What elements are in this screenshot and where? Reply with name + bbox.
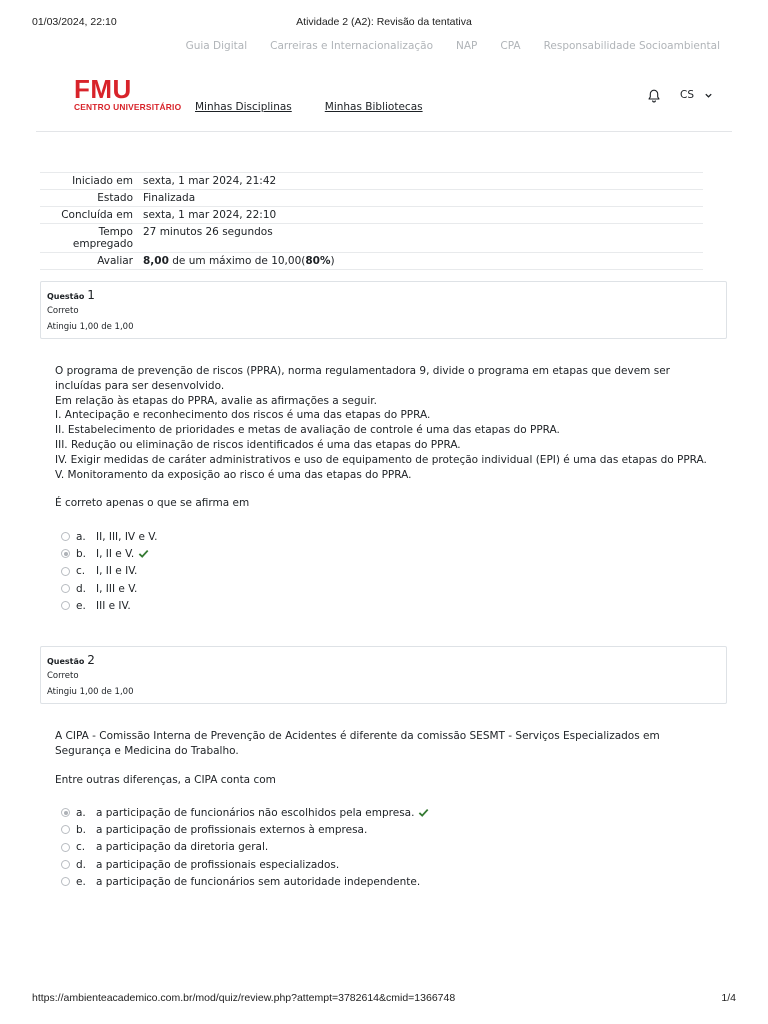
- question-statement: II. Estabelecimento de prioridades e metas de avaliação de controle é uma das etapas do PPRA.: [55, 424, 560, 437]
- question-statement: III. Redução ou eliminação de riscos identificados é uma das etapas do PPRA.: [55, 438, 461, 451]
- attempt-summary-table: [40, 172, 703, 270]
- answer-option[interactable]: [61, 545, 157, 562]
- option-text: I, III e V.: [96, 582, 138, 595]
- option-text: a participação de funcionários não escolhidos pela empresa.: [96, 806, 415, 819]
- question-grade: Atingiu 1,00 de 1,00: [47, 322, 134, 332]
- header-divider: [36, 131, 732, 132]
- answer-option[interactable]: [61, 563, 157, 580]
- nav-minhas-disciplinas[interactable]: Minhas Disciplinas: [195, 101, 292, 113]
- option-text: a participação de profissionais especializados.: [96, 858, 340, 871]
- logo-wordmark: FMU: [74, 74, 132, 104]
- question-paragraph: Em relação às etapas do PPRA, avalie as afirmações a seguir.: [55, 394, 377, 407]
- question-statement: I. Antecipação e reconhecimento dos riscos é uma das etapas do PPRA.: [55, 409, 431, 422]
- option-letter: d.: [76, 582, 87, 595]
- top-navigation: [186, 40, 720, 52]
- answer-option[interactable]: [61, 873, 429, 890]
- radio-button[interactable]: [61, 877, 70, 886]
- print-document-title: Atividade 2 (A2): Revisão da tentativa: [296, 16, 472, 28]
- user-initials: CS: [680, 89, 694, 101]
- radio-button[interactable]: [61, 567, 70, 576]
- answer-option[interactable]: [61, 597, 157, 614]
- question-state: Correto: [47, 306, 79, 316]
- nav-minhas-bibliotecas[interactable]: Minhas Bibliotecas: [324, 101, 423, 113]
- question-prompt: Entre outras diferenças, a CIPA conta com: [55, 773, 276, 786]
- question-info-box: [40, 281, 727, 339]
- main-navigation: [195, 101, 423, 113]
- bell-icon[interactable]: [646, 88, 662, 104]
- answer-options: [61, 528, 157, 614]
- question-number: [47, 288, 720, 302]
- option-text: I, II e V.: [96, 547, 135, 560]
- summary-row-time-taken: [40, 223, 703, 252]
- radio-button-selected[interactable]: [61, 808, 70, 817]
- summary-row-state: [40, 189, 703, 206]
- radio-button[interactable]: [61, 532, 70, 541]
- topnav-nap[interactable]: NAP: [456, 40, 478, 52]
- option-letter: c.: [76, 841, 86, 854]
- option-letter: c.: [76, 565, 86, 578]
- question-label: Questão: [47, 292, 85, 301]
- question-text: [55, 364, 715, 511]
- print-page-number: 1/4: [721, 992, 736, 1004]
- answer-option[interactable]: [61, 804, 429, 821]
- option-text: a participação de profissionais externos à empresa.: [96, 823, 368, 836]
- summary-label: Concluída em: [61, 209, 133, 221]
- summary-value: sexta, 1 mar 2024, 22:10: [143, 209, 277, 221]
- question-statement: IV. Exigir medidas de caráter administrativos e uso de equipamento de proteção individual (EPI) é uma das etapas do PPRA.: [55, 453, 707, 466]
- option-letter: d.: [76, 858, 87, 871]
- question-info-box: [40, 646, 727, 704]
- summary-value: [141, 255, 703, 267]
- summary-row-grade: [40, 252, 703, 270]
- user-menu[interactable]: [680, 89, 713, 101]
- summary-label: Iniciado em: [72, 175, 133, 187]
- question-number-value: 2: [87, 653, 95, 667]
- answer-option[interactable]: [61, 839, 429, 856]
- grade-max-text: de um máximo de 10,00(: [172, 255, 306, 267]
- option-text: I, II e IV.: [96, 565, 138, 578]
- option-text: II, III, IV e V.: [96, 530, 158, 543]
- grade-close-paren: ): [330, 255, 335, 267]
- correct-check-icon: [418, 807, 429, 818]
- print-datetime: 01/03/2024, 22:10: [32, 16, 117, 28]
- option-letter: b.: [76, 547, 87, 560]
- radio-button[interactable]: [61, 601, 70, 610]
- question-number-value: 1: [87, 288, 95, 302]
- summary-label: Tempo empregado: [72, 226, 133, 250]
- option-letter: a.: [76, 530, 86, 543]
- option-text: a participação de funcionários sem autoridade independente.: [96, 875, 421, 888]
- option-letter: b.: [76, 823, 87, 836]
- radio-button[interactable]: [61, 860, 70, 869]
- question-grade: Atingiu 1,00 de 1,00: [47, 687, 134, 697]
- question-text: [55, 729, 715, 787]
- grade-value: 8,00: [143, 255, 169, 267]
- summary-value: Finalizada: [143, 192, 196, 204]
- answer-option[interactable]: [61, 528, 157, 545]
- question-label: Questão: [47, 657, 85, 666]
- topnav-cpa[interactable]: CPA: [500, 40, 521, 52]
- question-number: [47, 653, 720, 667]
- question-statement: V. Monitoramento da exposição ao risco é uma das etapas do PPRA.: [55, 468, 412, 481]
- option-letter: e.: [76, 875, 86, 888]
- answer-options: [61, 804, 429, 890]
- question-paragraph: A CIPA - Comissão Interna de Prevenção de Acidentes é diferente da comissão SESMT - Serviços Especializados em Segurança e Medicina do Trabalho.: [55, 730, 660, 757]
- option-text: a participação da diretoria geral.: [96, 841, 269, 854]
- summary-value: 27 minutos 26 segundos: [143, 226, 273, 238]
- question-paragraph: O programa de prevenção de riscos (PPRA), norma regulamentadora 9, divide o programa em etapas que devem ser incluídas para ser desenvolvido.: [55, 365, 670, 392]
- option-text: III e IV.: [96, 599, 131, 612]
- radio-button-selected[interactable]: [61, 549, 70, 558]
- topnav-carreiras[interactable]: Carreiras e Internacionalização: [270, 40, 434, 52]
- topnav-responsabilidade[interactable]: Responsabilidade Socioambiental: [543, 40, 720, 52]
- radio-button[interactable]: [61, 584, 70, 593]
- print-footer: [32, 992, 736, 1006]
- summary-value: sexta, 1 mar 2024, 21:42: [143, 175, 277, 187]
- print-header: [32, 16, 736, 30]
- summary-row-completed: [40, 206, 703, 223]
- radio-button[interactable]: [61, 825, 70, 834]
- logo-subtitle: CENTRO UNIVERSITÁRIO: [74, 102, 182, 112]
- summary-row-started: [40, 172, 703, 189]
- correct-check-icon: [138, 548, 149, 559]
- question-prompt: É correto apenas o que se afirma em: [55, 497, 250, 510]
- question-state: Correto: [47, 671, 79, 681]
- radio-button[interactable]: [61, 843, 70, 852]
- option-letter: e.: [76, 599, 86, 612]
- print-url: https://ambienteacademico.com.br/mod/quiz/review.php?attempt=3782614&cmid=1366748: [32, 992, 456, 1004]
- answer-option[interactable]: [61, 856, 429, 873]
- summary-label: Avaliar: [97, 255, 133, 267]
- chevron-down-icon: [704, 91, 713, 100]
- fmu-logo[interactable]: [74, 74, 182, 112]
- topnav-guia-digital[interactable]: Guia Digital: [185, 40, 248, 52]
- option-letter: a.: [76, 806, 86, 819]
- answer-option[interactable]: [61, 821, 429, 838]
- grade-percent: 80%: [305, 255, 331, 267]
- answer-option[interactable]: [61, 580, 157, 597]
- summary-label: Estado: [97, 192, 133, 204]
